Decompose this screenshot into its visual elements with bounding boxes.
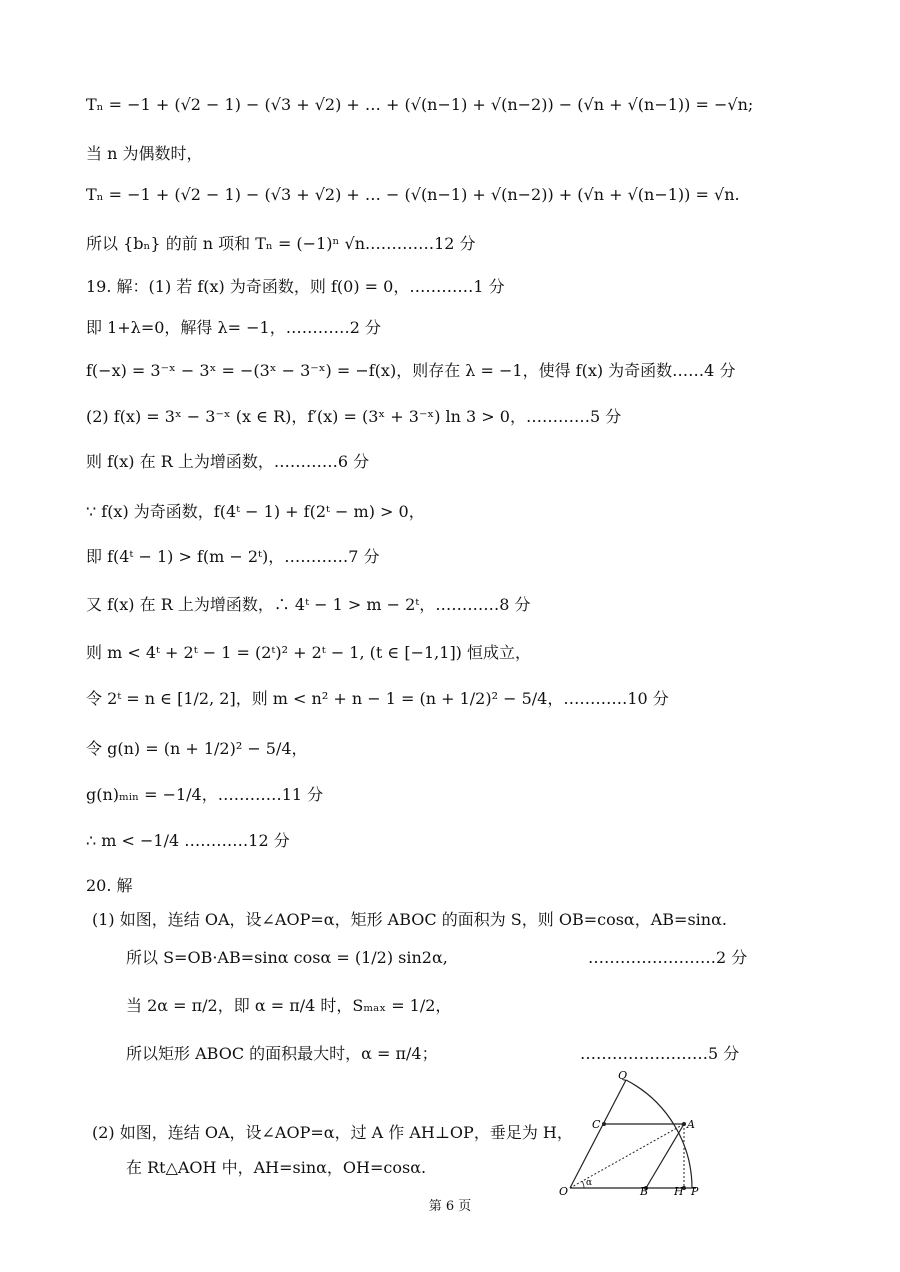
text-line-5: 19. 解：(1) 若 f(x) 为奇函数，则 f(0) = 0，…………1 分 (86, 277, 505, 296)
text-line-9: 则 f(x) 在 R 上为增函数，…………6 分 (86, 452, 370, 471)
text-line-10: ∵ f(x) 为奇函数，f(4ᵗ − 1) + f(2ᵗ − m) > 0， (86, 502, 425, 521)
text-line-17: ∴ m < −1/4 …………12 分 (86, 831, 290, 850)
text-line-15: 令 g(n) = (n + 1/2)² − 5/4， (86, 739, 308, 758)
text-line-4: 所以 {bₙ} 的前 n 项和 Tₙ = (−1)ⁿ √n.…………12 分 (86, 234, 476, 253)
geometry-figure (556, 1066, 716, 1196)
text-line-6: 即 1+λ=0，解得 λ= −1，…………2 分 (86, 318, 381, 337)
label-a: A (687, 1118, 695, 1131)
label-alpha: α (586, 1178, 593, 1188)
label-b: B (640, 1185, 649, 1196)
text-line-24: 在 Rt△AOH 中，AH=sinα，OH=cosα. (126, 1158, 427, 1177)
text-line-14: 令 2ᵗ = n ∈ [1/2, 2]，则 m < n² + n − 1 = (n + 1/2)² − 5/4，…………10 分 (86, 689, 669, 708)
label-o: O (559, 1185, 569, 1196)
text-line-8: (2) f(x) = 3ˣ − 3⁻ˣ (x ∈ R)，f′(x) = (3ˣ + 3⁻ˣ) ln 3 > 0，…………5 分 (86, 407, 622, 426)
text-line-21: 当 2α = π/2，即 α = π/4 时，Sₘₐₓ = 1/2， (126, 996, 452, 1015)
label-p: P (691, 1185, 699, 1196)
text-line-7: f(−x) = 3⁻ˣ − 3ˣ = −(3ˣ − 3⁻ˣ) = −f(x)，则存在 λ = −1，使得 f(x) 为奇函数……4 分 (86, 361, 736, 380)
text-line-11: 即 f(4ᵗ − 1) > f(m − 2ᵗ)，…………7 分 (86, 547, 380, 566)
score-2: ……………………2 分 (588, 948, 748, 967)
text-line-12: 又 f(x) 在 R 上为增函数，∴ 4ᵗ − 1 > m − 2ᵗ，…………8 分 (86, 595, 531, 614)
text-line-1: Tₙ = −1 + (√2 − 1) − (√3 + √2) + … + (√(n−1) + √(n−2)) − (√n + √(n−1)) = −√n; (86, 95, 754, 114)
text-line-19: (1) 如图，连结 OA，设∠AOP=α，矩形 ABOC 的面积为 S，则 OB=cosα，AB=sinα. (92, 910, 727, 929)
text-line-22: 所以矩形 ABOC 的面积最大时，α = π/4； (126, 1044, 438, 1063)
text-line-20: 所以 S=OB·AB=sinα cosα = (1/2) sin2α, (126, 948, 448, 967)
label-h: H (674, 1185, 684, 1196)
text-line-18: 20. 解 (86, 876, 133, 895)
text-line-2: 当 n 为偶数时， (86, 144, 203, 163)
text-line-13: 则 m < 4ᵗ + 2ᵗ − 1 = (2ᵗ)² + 2ᵗ − 1, (t ∈ [−1,1]) 恒成立， (86, 643, 532, 662)
text-line-16: g(n)ₘᵢₙ = −1/4，…………11 分 (86, 785, 324, 804)
page-footer: 第 6 页 (428, 1199, 472, 1214)
score-5: ……………………5 分 (580, 1044, 740, 1063)
text-line-3: Tₙ = −1 + (√2 − 1) − (√3 + √2) + … − (√(n−1) + √(n−2)) + (√n + √(n−1)) = √n. (86, 185, 740, 204)
label-c: C (592, 1118, 601, 1131)
text-line-23: (2) 如图，连结 OA，设∠AOP=α，过 A 作 AH⊥OP，垂足为 H， (92, 1123, 573, 1142)
label-q: Q (618, 1069, 628, 1082)
